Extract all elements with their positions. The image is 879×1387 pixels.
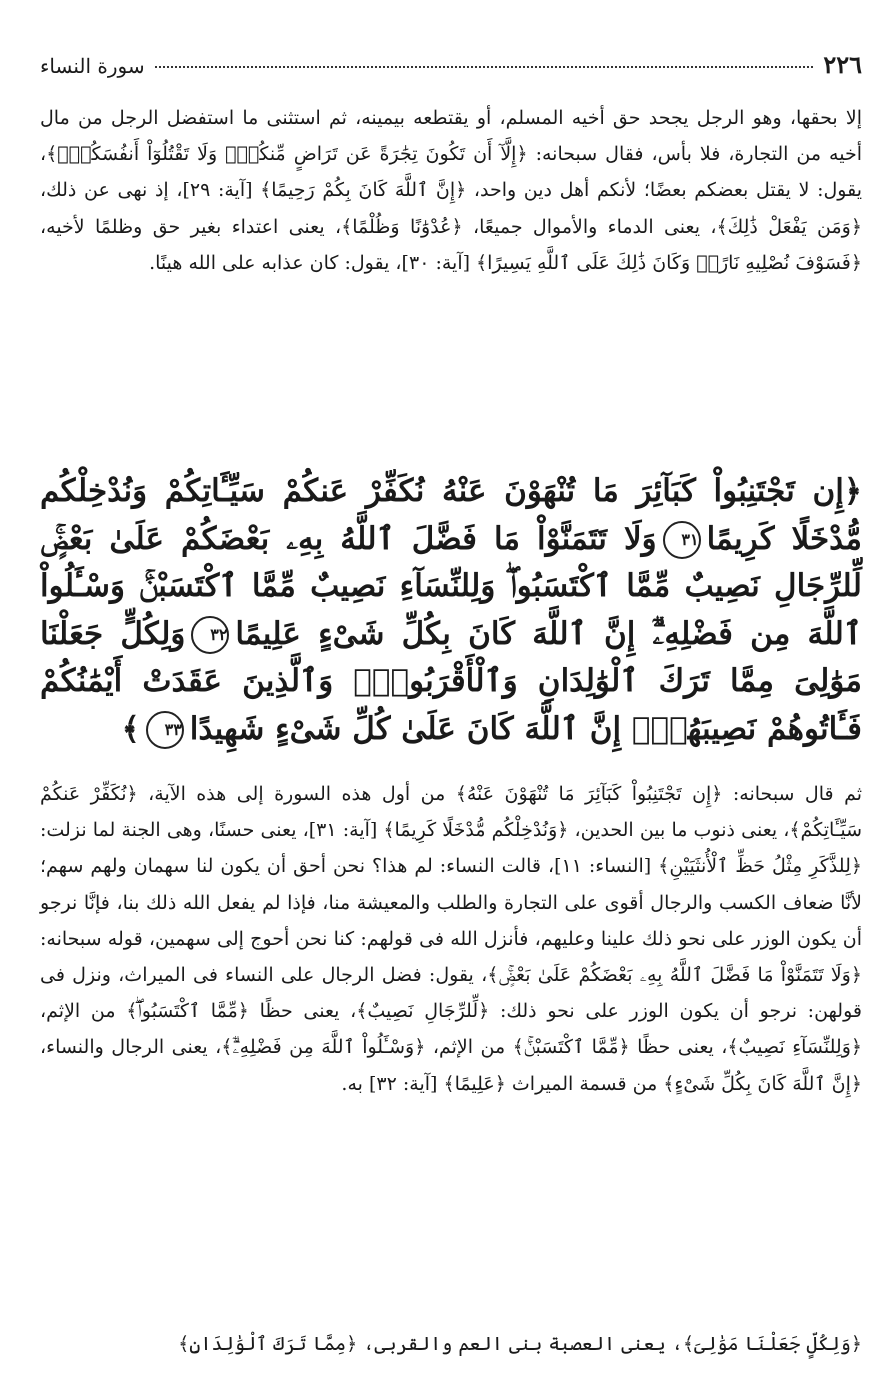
book-page	[40, 40, 862, 1370]
page-header	[40, 50, 862, 86]
ayah-number-marker-33: ٣٣	[146, 711, 184, 749]
commentary-paragraph-1: إلا بحقها، وهو الرجل يجحد حق أخيه المسلم، أو يقتطعه بيمينه، ثم استثنى ما استفضل الرجل من مال أخيه من التجارة، فلا بأس، فقال سبحانه: ﴿إِلَّآ أَن تَكُونَ تِجَٰرَةً عَن تَرَاضٍ مِّنكُمْۚ وَلَا تَقْتُلُوٓاْ أَنفُسَكُمْۚ﴾، يقول: لا يقتل بعضكم بعضًا؛ لأنكم أهل دين واحد، ﴿إِنَّ ٱللَّهَ كَانَ بِكُمْ رَحِيمًا﴾ [آية: ٢٩]، إذ نهى عن ذلك، ﴿وَمَن يَفْعَلْ ذَٰلِكَ﴾، يعنى الدماء والأموال جميعًا، ﴿عُدْوَٰنًا وَظُلْمًا﴾، يعنى اعتداء بغير حق وظلمًا لأخيه، ﴿فَسَوْفَ نُصْلِيهِ نَارًاۚ وَكَانَ ذَٰلِكَ عَلَى ٱللَّهِ يَسِيرًا﴾ [آية: ٣٠]، يقول: كان عذابه على الله هينًا.	[40, 107, 862, 274]
verse-text-31: ﴿إِن تَجْتَنِبُواْ كَبَآئِرَ مَا تُنْهَوْنَ عَنْهُ نُكَفِّرْ عَنكُمْ سَيِّـَٔاتِكُمْ وَنُدْخِلْكُم مُّدْخَلًا كَرِيمًا	[40, 473, 862, 557]
commentary-paragraph-3: ﴿وَلِكُلٍّ جَعَلْنَا مَوَٰلِىَ﴾، يعنى العصبة بنى العم والقربى، ﴿مِمَّا تَرَكَ ٱلْوَٰلِدَانِ﴾	[178, 1333, 862, 1355]
verse-text-33: وَلِكُلٍّ جَعَلْنَا مَوَٰلِىَ مِمَّا تَرَكَ ٱلْوَٰلِدَانِ وَٱلْأَقْرَبُونَۚ وَٱلَّذِينَ عَقَدَتْ أَيْمَٰنُكُمْ فَـَٔاتُوهُمْ نَصِيبَهُمْۚ إِنَّ ٱللَّهَ كَانَ عَلَىٰ كُلِّ شَىْءٍ شَهِيدًا	[40, 615, 862, 747]
commentary-paragraph-2: ثم قال سبحانه: ﴿إِن تَجْتَنِبُواْ كَبَآئِرَ مَا تُنْهَوْنَ عَنْهُ﴾ من أول هذه السورة إلى هذه الآية، ﴿نُكَفِّرْ عَنكُمْ سَيِّـَٔاتِكُمْ﴾، يعنى ذنوب ما بين الحدين، ﴿وَنُدْخِلْكُم مُّدْخَلًا كَرِيمًا﴾ [آية: ٣١]، يعنى حسنًا، وهى الجنة لما نزلت: ﴿لِلذَّكَرِ مِثْلُ حَظِّ ٱلْأُنثَيَيْنِ﴾ [النساء: ١١]، قالت النساء: لم هذا؟ نحن أحق أن يكون لنا سهمان ولهم سهم؛ لأنَّا ضعاف الكسب والرجال أقوى على التجارة والطلب والمعيشة منا، فإذا لم يفعل الله ذلك بنا، فإنَّا نرجو أن يكون الوزر على نحو ذلك علينا وعليهم، فأنزل الله فى قولهم: كنا نحن أحوج إلى سهمين، قوله سبحانه: ﴿وَلَا تَتَمَنَّوْاْ مَا فَضَّلَ ٱللَّهُ بِهِۦ بَعْضَكُمْ عَلَىٰ بَعْضٍۚ﴾، يقول: فضل الرجال على النساء فى الميراث، ونزل فى قولهن: نرجو أن يكون الوزر على نحو ذلك: ﴿لِّلرِّجَالِ نَصِيبٌ﴾، يعنى حظًا ﴿مِّمَّا ٱكْتَسَبُواْۖ﴾ من الإثم، ﴿وَلِلنِّسَآءِ نَصِيبٌ﴾، يعنى حظًا ﴿مِّمَّا ٱكْتَسَبْنَۚ﴾ من الإثم، ﴿وَسْـَٔلُواْ ٱللَّهَ مِن فَضْلِهِۦٓۗ﴾، يعنى الرجال والنساء، ﴿إِنَّ ٱللَّهَ كَانَ بِكُلِّ شَىْءٍ﴾ من قسمة الميراث ﴿عَلِيمًا﴾ [آية: ٣٢] به.	[40, 783, 862, 1095]
ayah-number-marker-31: ٣١	[663, 521, 701, 559]
header-dotted-leader	[155, 66, 814, 68]
ayah-number-marker-32: ٣٢	[191, 616, 229, 654]
quran-verses-block	[40, 468, 862, 753]
verse-text-32: وَلَا تَتَمَنَّوْاْ مَا فَضَّلَ ٱللَّهُ بِهِۦ بَعْضَكُمْ عَلَىٰ بَعْضٍۚ لِّلرِّجَالِ نَصِيبٌ مِّمَّا ٱكْتَسَبُواْۖ وَلِلنِّسَآءِ نَصِيبٌ مِّمَّا ٱكْتَسَبْنَۚ وَسْـَٔلُواْ ٱللَّهَ مِن فَضْلِهِۦٓۗ إِنَّ ٱللَّهَ كَانَ بِكُلِّ شَىْءٍ عَلِيمًا	[40, 520, 862, 652]
surah-title: سورة النساء	[40, 54, 145, 78]
verse-closing-bracket: ﴾	[121, 710, 140, 747]
page-number: ٢٢٦	[823, 50, 862, 79]
